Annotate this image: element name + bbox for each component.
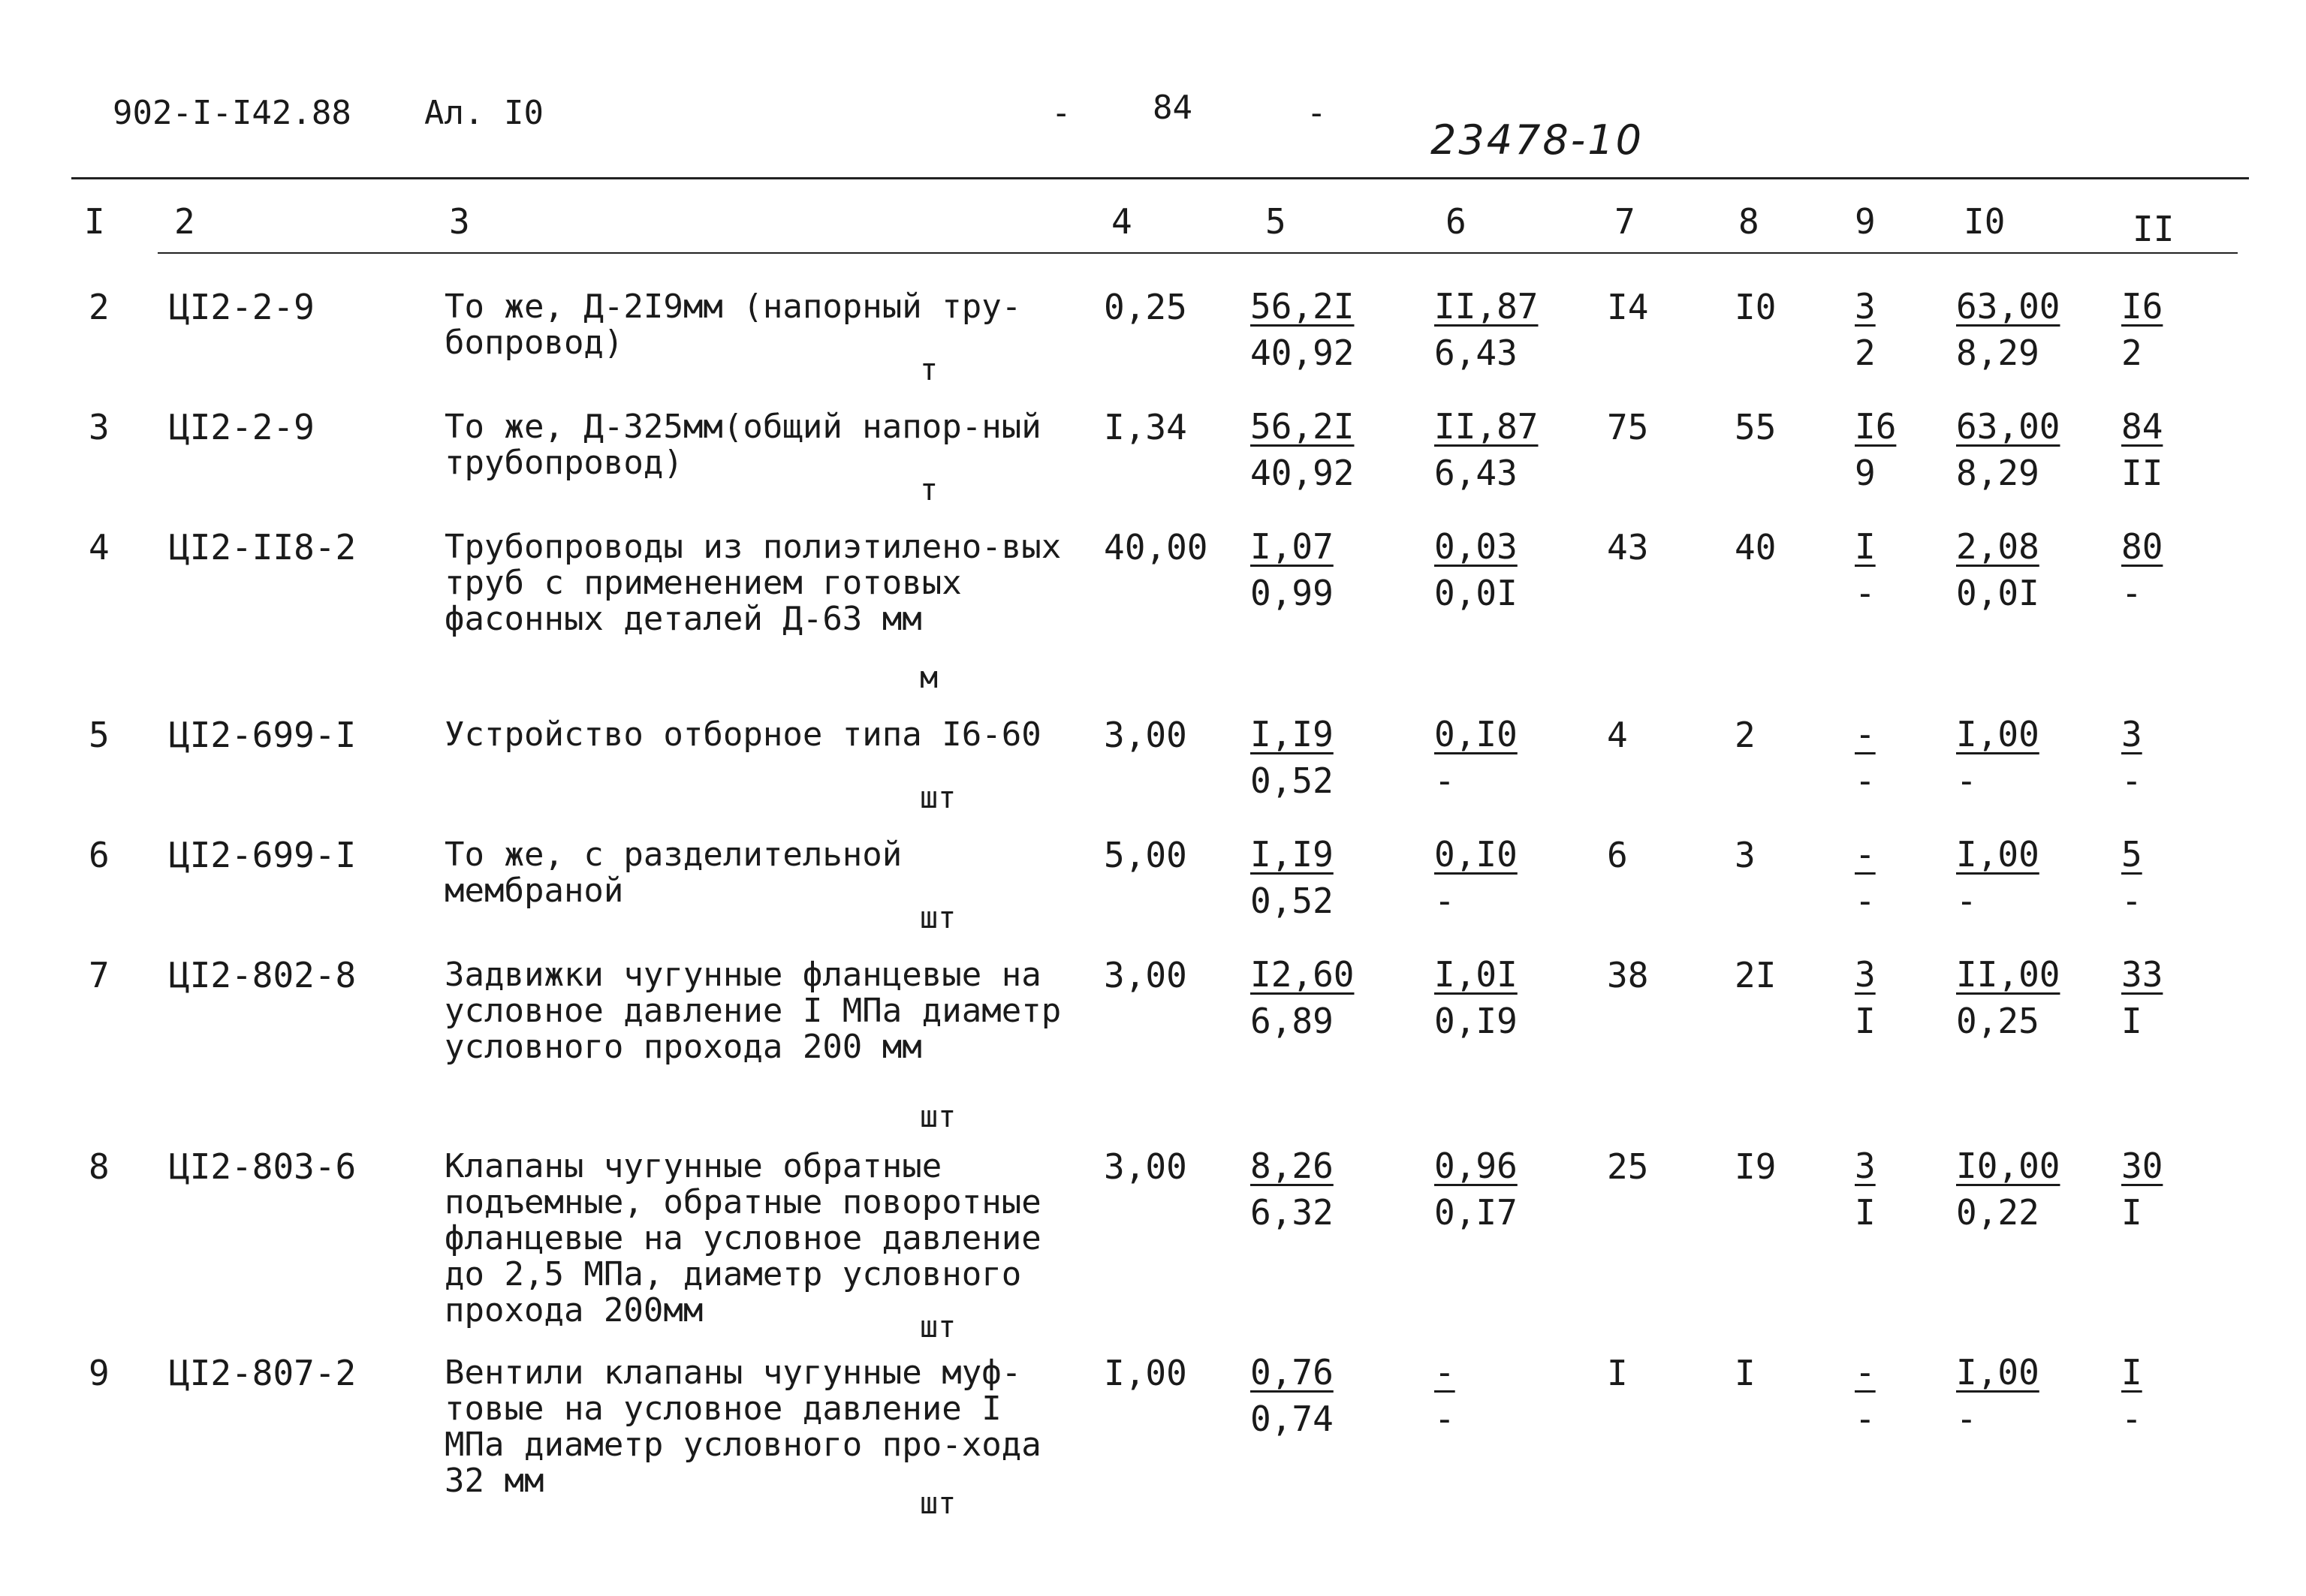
numerator: I6 bbox=[2121, 286, 2163, 327]
unit-of-measure: шт bbox=[920, 1100, 957, 1134]
numerator: I bbox=[1855, 526, 1876, 567]
price-code: ЦI2-699-I bbox=[169, 715, 357, 755]
fraction-c6 bbox=[1434, 1143, 1518, 1236]
numerator: 33 bbox=[2121, 954, 2163, 995]
numerator: 63,00 bbox=[1956, 406, 2060, 447]
numerator: 0,03 bbox=[1434, 526, 1518, 567]
value-col-7: I bbox=[1607, 1353, 1628, 1393]
fraction-c9 bbox=[1855, 403, 1915, 496]
denominator: 0,0I bbox=[1434, 573, 1518, 613]
denominator: 0,I9 bbox=[1434, 1001, 1518, 1041]
numerator: II,87 bbox=[1434, 286, 1539, 327]
denominator: I bbox=[2121, 1001, 2142, 1041]
numerator: I,07 bbox=[1250, 526, 1334, 567]
fraction-c9 bbox=[1855, 951, 1915, 1044]
denominator: - bbox=[1956, 760, 1977, 801]
fraction-c5 bbox=[1250, 283, 1354, 376]
fraction-c5 bbox=[1250, 951, 1354, 1044]
price-code: ЦI2-2-9 bbox=[169, 407, 315, 447]
denominator: - bbox=[1434, 881, 1455, 921]
fraction-c10 bbox=[1956, 951, 2060, 1044]
numerator: 3 bbox=[1855, 1146, 1876, 1186]
numerator: 84 bbox=[2121, 406, 2163, 447]
fraction-c6 bbox=[1434, 711, 1518, 804]
fraction-c11 bbox=[2121, 283, 2181, 376]
numerator: 56,2I bbox=[1250, 286, 1355, 327]
fraction-c11 bbox=[2121, 523, 2181, 616]
fraction-c10 bbox=[1956, 831, 2039, 924]
fraction-c11 bbox=[2121, 1143, 2181, 1236]
value-col-8: 2 bbox=[1735, 715, 1756, 755]
fraction-c10 bbox=[1956, 1143, 2060, 1236]
price-code: ЦI2-II8-2 bbox=[169, 527, 357, 568]
numerator: 80 bbox=[2121, 526, 2163, 567]
column-number: 4 bbox=[1111, 201, 1132, 242]
numerator: 0,96 bbox=[1434, 1146, 1518, 1186]
unit-of-measure: шт bbox=[920, 1486, 957, 1521]
numerator: I,00 bbox=[1956, 1352, 2039, 1393]
row-number: 4 bbox=[89, 527, 110, 568]
quantity: I,34 bbox=[1104, 407, 1187, 447]
price-code: ЦI2-2-9 bbox=[169, 287, 315, 327]
fraction-c6 bbox=[1434, 951, 1518, 1044]
value-col-8: I9 bbox=[1735, 1146, 1777, 1187]
fraction-c5 bbox=[1250, 831, 1334, 924]
denominator: 8,29 bbox=[1956, 453, 2039, 493]
numerator: I,I9 bbox=[1250, 714, 1334, 754]
fraction-c10 bbox=[1956, 403, 2060, 496]
denominator: - bbox=[1855, 573, 1876, 613]
numerator: I bbox=[2121, 1352, 2142, 1393]
numerator: 2,08 bbox=[1956, 526, 2039, 567]
denominator: - bbox=[1956, 881, 1977, 921]
value-col-8: 2I bbox=[1735, 955, 1777, 995]
row-number: 8 bbox=[89, 1146, 110, 1187]
fraction-c5 bbox=[1250, 711, 1334, 804]
denominator: - bbox=[2121, 881, 2142, 921]
denominator: 9 bbox=[1855, 453, 1876, 493]
page-number: 84 bbox=[1153, 89, 1192, 127]
numerator: - bbox=[1855, 834, 1876, 875]
column-number: II bbox=[2133, 209, 2175, 249]
unit-of-measure: шт bbox=[920, 901, 957, 935]
denominator: - bbox=[2121, 760, 2142, 801]
numerator: II,00 bbox=[1956, 954, 2060, 995]
row-number: 6 bbox=[89, 835, 110, 875]
denominator: II bbox=[2121, 453, 2163, 493]
row-number: 3 bbox=[89, 407, 110, 447]
denominator: 2 bbox=[1855, 333, 1876, 373]
numerator: 5 bbox=[2121, 834, 2142, 875]
numerator: 3 bbox=[1855, 954, 1876, 995]
value-col-7: 43 bbox=[1607, 527, 1649, 568]
row-number: 2 bbox=[89, 287, 110, 327]
numerator: - bbox=[1855, 714, 1876, 754]
value-col-7: 75 bbox=[1607, 407, 1649, 447]
fraction-c6 bbox=[1434, 283, 1538, 376]
document-code: 902-I-I42.88 bbox=[113, 94, 351, 132]
numerator: I6 bbox=[1855, 406, 1897, 447]
quantity: 3,00 bbox=[1104, 955, 1187, 995]
sheet-number: Ал. I0 bbox=[424, 94, 544, 132]
fraction-c10 bbox=[1956, 1349, 2039, 1442]
fraction-c9 bbox=[1855, 711, 1915, 804]
unit-of-measure: м bbox=[920, 661, 939, 695]
fraction-c10 bbox=[1956, 711, 2039, 804]
header-dash-left: - bbox=[1051, 94, 1072, 132]
denominator: - bbox=[1855, 881, 1876, 921]
quantity: 3,00 bbox=[1104, 715, 1187, 755]
quantity: 40,00 bbox=[1104, 527, 1208, 568]
value-col-8: 55 bbox=[1735, 407, 1777, 447]
denominator: 40,92 bbox=[1250, 453, 1355, 493]
numerator: 0,76 bbox=[1250, 1352, 1334, 1393]
fraction-c11 bbox=[2121, 831, 2181, 924]
denominator: 6,43 bbox=[1434, 333, 1518, 373]
unit-of-measure: т bbox=[920, 473, 939, 507]
value-col-7: 6 bbox=[1607, 835, 1628, 875]
numerator: 0,I0 bbox=[1434, 714, 1518, 754]
denominator: - bbox=[2121, 1399, 2142, 1439]
denominator: - bbox=[1855, 1399, 1876, 1439]
denominator: 0,I7 bbox=[1434, 1192, 1518, 1233]
denominator: 0,52 bbox=[1250, 760, 1334, 801]
handwritten-number: 23478-10 bbox=[1430, 116, 1644, 164]
row-number: 7 bbox=[89, 955, 110, 995]
numerator: 63,00 bbox=[1956, 286, 2060, 327]
price-code: ЦI2-803-6 bbox=[169, 1146, 357, 1187]
column-number: I0 bbox=[1964, 201, 2006, 242]
fraction-c6 bbox=[1434, 831, 1518, 924]
column-number: 2 bbox=[174, 201, 195, 242]
denominator: 6,43 bbox=[1434, 453, 1518, 493]
numerator: I,00 bbox=[1956, 714, 2039, 754]
quantity: 3,00 bbox=[1104, 1146, 1187, 1187]
fraction-c6 bbox=[1434, 523, 1518, 616]
numerator: I,0I bbox=[1434, 954, 1518, 995]
denominator: 0,25 bbox=[1956, 1001, 2039, 1041]
denominator: - bbox=[1855, 760, 1876, 801]
denominator: - bbox=[1956, 1399, 1977, 1439]
column-number: 3 bbox=[449, 201, 470, 242]
work-description: Трубопроводы из полиэтилено-вых труб с применением готовых фасонных деталей Д-63 мм bbox=[445, 528, 1062, 638]
unit-of-measure: т bbox=[920, 353, 939, 387]
fraction-c9 bbox=[1855, 831, 1915, 924]
header-dash-right: - bbox=[1307, 94, 1327, 132]
denominator: 0,99 bbox=[1250, 573, 1334, 613]
quantity: 0,25 bbox=[1104, 287, 1187, 327]
fraction-c5 bbox=[1250, 523, 1334, 616]
work-description: Вентили клапаны чугунные муф-товые на условное давление I МПа диаметр условного про-хода 32 мм bbox=[445, 1354, 1041, 1500]
fraction-c11 bbox=[2121, 951, 2181, 1044]
denominator: 0,0I bbox=[1956, 573, 2039, 613]
denominator: 6,32 bbox=[1250, 1192, 1334, 1233]
numerator: 56,2I bbox=[1250, 406, 1355, 447]
quantity: I,00 bbox=[1104, 1353, 1187, 1393]
work-description: То же, Д-325мм(общий напор-ный трубопровод) bbox=[445, 408, 1041, 482]
fraction-c9 bbox=[1855, 1349, 1915, 1442]
denominator: - bbox=[1434, 760, 1455, 801]
denominator: 40,92 bbox=[1250, 333, 1355, 373]
numerator: 3 bbox=[1855, 286, 1876, 327]
denominator: 0,52 bbox=[1250, 881, 1334, 921]
unit-of-measure: шт bbox=[920, 781, 957, 815]
column-number: 5 bbox=[1265, 201, 1286, 242]
fraction-c5 bbox=[1250, 403, 1354, 496]
fraction-c11 bbox=[2121, 711, 2181, 804]
numerator: I,00 bbox=[1956, 834, 2039, 875]
fraction-c6 bbox=[1434, 403, 1538, 496]
numerator: II,87 bbox=[1434, 406, 1539, 447]
value-col-8: 40 bbox=[1735, 527, 1777, 568]
price-code: ЦI2-699-I bbox=[169, 835, 357, 875]
fraction-c9 bbox=[1855, 283, 1915, 376]
numerator: - bbox=[1855, 1352, 1876, 1393]
column-number: I bbox=[84, 201, 105, 242]
numerator: 0,I0 bbox=[1434, 834, 1518, 875]
value-col-8: I0 bbox=[1735, 287, 1777, 327]
numerator: I2,60 bbox=[1250, 954, 1355, 995]
denominator: 2 bbox=[2121, 333, 2142, 373]
header-bottom-rule bbox=[158, 252, 2238, 254]
row-number: 5 bbox=[89, 715, 110, 755]
denominator: 8,29 bbox=[1956, 333, 2039, 373]
fraction-c6 bbox=[1434, 1349, 1494, 1442]
quantity: 5,00 bbox=[1104, 835, 1187, 875]
unit-of-measure: шт bbox=[920, 1310, 957, 1345]
column-number: 6 bbox=[1445, 201, 1466, 242]
fraction-c11 bbox=[2121, 1349, 2181, 1442]
column-number: 9 bbox=[1855, 201, 1876, 242]
numerator: I0,00 bbox=[1956, 1146, 2060, 1186]
row-number: 9 bbox=[89, 1353, 110, 1393]
numerator: 8,26 bbox=[1250, 1146, 1334, 1186]
numerator: 30 bbox=[2121, 1146, 2163, 1186]
denominator: I bbox=[1855, 1001, 1876, 1041]
work-description: То же, Д-2I9мм (напорный тру-бопровод) bbox=[445, 288, 1022, 362]
value-col-8: 3 bbox=[1735, 835, 1756, 875]
fraction-c5 bbox=[1250, 1143, 1334, 1236]
column-number: 7 bbox=[1614, 201, 1635, 242]
value-col-7: 25 bbox=[1607, 1146, 1649, 1187]
fraction-c10 bbox=[1956, 283, 2060, 376]
denominator: - bbox=[1434, 1399, 1455, 1439]
fraction-c9 bbox=[1855, 1143, 1915, 1236]
numerator: 3 bbox=[2121, 714, 2142, 754]
denominator: 6,89 bbox=[1250, 1001, 1334, 1041]
numerator: - bbox=[1434, 1352, 1455, 1393]
denominator: I bbox=[2121, 1192, 2142, 1233]
value-col-7: 4 bbox=[1607, 715, 1628, 755]
value-col-7: 38 bbox=[1607, 955, 1649, 995]
denominator: - bbox=[2121, 573, 2142, 613]
price-code: ЦI2-802-8 bbox=[169, 955, 357, 995]
value-col-7: I4 bbox=[1607, 287, 1649, 327]
work-description: Устройство отборное типа I6-60 bbox=[445, 715, 1041, 754]
fraction-c10 bbox=[1956, 523, 2039, 616]
header-top-rule bbox=[71, 177, 2249, 179]
fraction-c11 bbox=[2121, 403, 2181, 496]
fraction-c5 bbox=[1250, 1349, 1334, 1442]
work-description: Задвижки чугунные фланцевые на условное давление I МПа диаметр условного прохода 200 мм bbox=[445, 956, 1062, 1066]
work-description: То же, с разделительной мембраной bbox=[445, 836, 903, 910]
denominator: 0,74 bbox=[1250, 1399, 1334, 1439]
value-col-8: I bbox=[1735, 1353, 1756, 1393]
denominator: 0,22 bbox=[1956, 1192, 2039, 1233]
price-code: ЦI2-807-2 bbox=[169, 1353, 357, 1393]
column-number: 8 bbox=[1738, 201, 1759, 242]
numerator: I,I9 bbox=[1250, 834, 1334, 875]
fraction-c9 bbox=[1855, 523, 1915, 616]
denominator: I bbox=[1855, 1192, 1876, 1233]
work-description: Клапаны чугунные обратные подъемные, обратные поворотные фланцевые на условное давление до 2,5 МПа, диаметр условного прохода 200мм bbox=[445, 1147, 1041, 1329]
